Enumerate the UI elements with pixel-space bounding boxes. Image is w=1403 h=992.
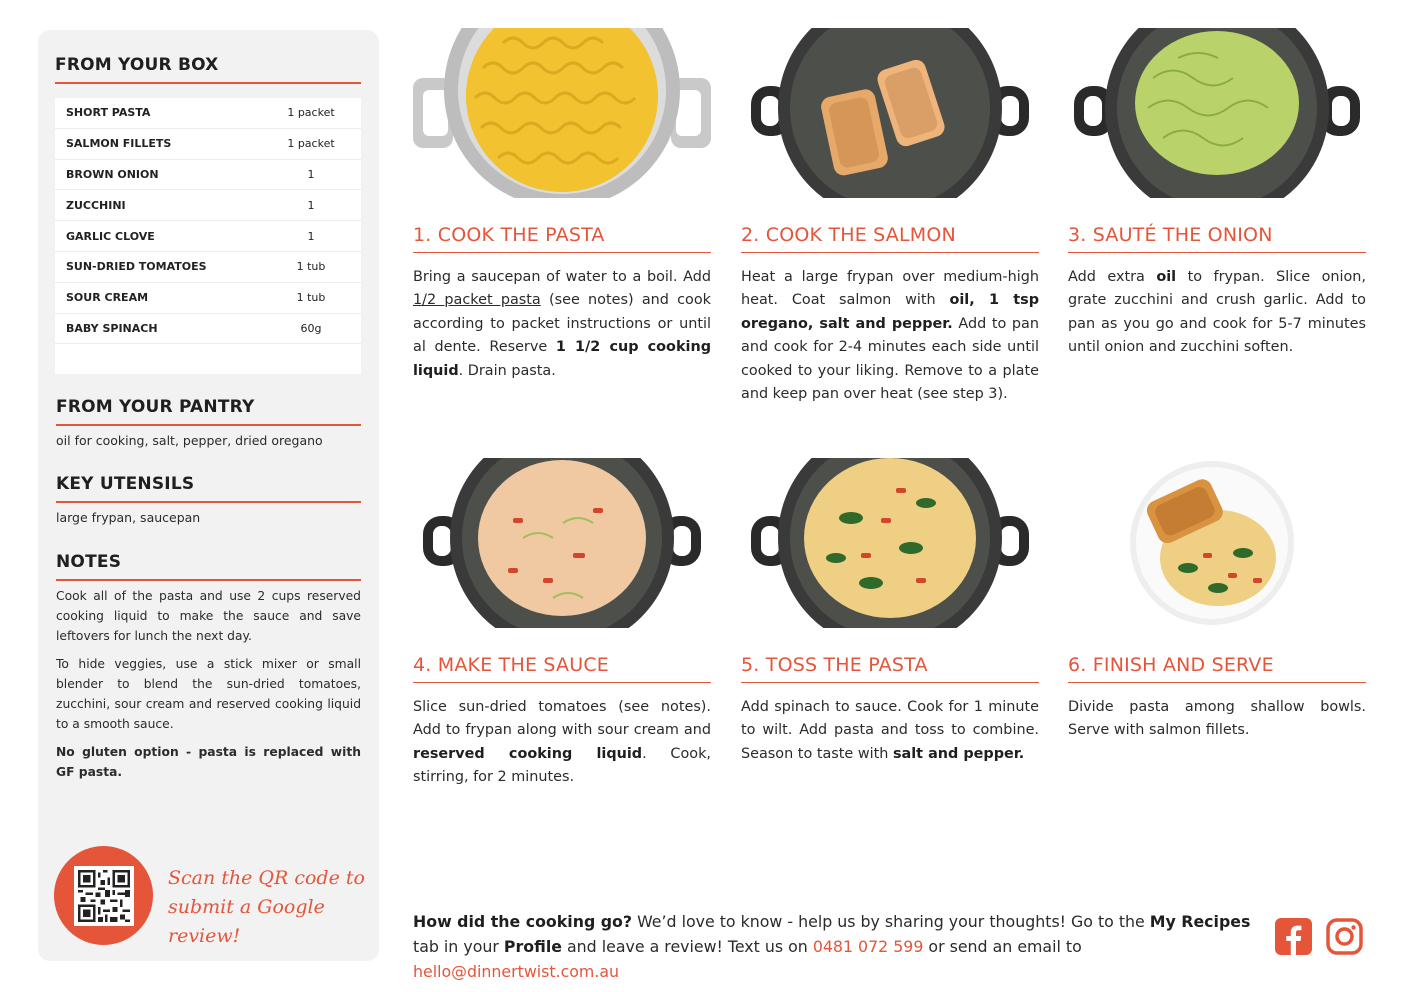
ingredient-name: SALMON FILLETS [66,137,172,151]
ingredient-qty: 60g [300,321,322,335]
notes-list [56,586,361,790]
step-title: 5. TOSS THE PASTA [741,654,1039,683]
step-title: 2. COOK THE SALMON [741,224,1039,253]
facebook-icon[interactable] [1275,918,1312,955]
phone-link[interactable]: 0481 072 599 [812,937,924,956]
utensils-text: large frypan, saucepan [56,510,201,525]
email-link[interactable]: hello@dinnertwist.com.au [413,962,620,981]
qr-code-icon[interactable] [74,866,134,926]
ingredient-qty: 1 tub [296,260,326,274]
notes-heading: NOTES [56,552,361,581]
step-title: 6. FINISH AND SERVE [1068,654,1366,683]
pantry-heading: FROM YOUR PANTRY [56,397,361,426]
table-row [55,129,361,160]
table-row [55,314,361,345]
step-6-photo [1068,458,1366,628]
ingredient-qty: 1 [307,229,315,243]
step-1-photo [413,28,711,198]
ingredients-sidebar [38,30,379,961]
step-5-photo [741,458,1039,628]
step-title: 4. MAKE THE SAUCE [413,654,711,683]
step-body: Slice sun-dried tomatoes (see notes). Add to frypan along with sour cream and reserved cooking liquid. Cook, stirring, for 2 minutes. [413,699,711,786]
table-row [55,283,361,314]
step-2-photo [741,28,1039,198]
table-row [55,252,361,283]
note-item: Cook all of the pasta and use 2 cups reserved cooking liquid to make the sauce and save leftovers for lunch the next day. [56,589,361,643]
instagram-icon[interactable] [1326,918,1363,955]
qr-caption [168,864,368,951]
step-3-photo [1068,28,1366,198]
box-heading: FROM YOUR BOX [55,55,361,84]
step-body: Add extra oil to frypan. Slice onion, grate zucchini and crush garlic. Add to pan as you go and cook for 5-7 minutes until onion and zucchini soften. [1068,269,1366,356]
table-row [55,98,361,129]
ingredient-name: SOUR CREAM [66,291,149,305]
qr-caption-line: Scan the QR code to [168,867,365,889]
note-item: No gluten option - pasta is replaced with GF pasta. [56,745,361,779]
ingredient-name: BROWN ONION [66,167,159,181]
ingredient-name: BABY SPINACH [66,321,158,335]
step-body: Bring a saucepan of water to a boil. Add 1/2 packet pasta (see notes) and cook according to packet instructions or until al dente. Reserve 1 1/2 cup cooking liquid. Drain pasta. [413,269,712,379]
ingredient-name: GARLIC CLOVE [66,229,155,243]
step-title: 3. SAUTÉ THE ONION [1068,224,1366,253]
qr-caption-line: submit a Google review! [168,896,325,947]
ingredient-qty: 1 packet [287,106,335,120]
table-row [55,160,361,191]
ingredient-name: ZUCCHINI [66,198,126,212]
step-body: Heat a large frypan over medium-high heat. Coat salmon with oil, 1 tsp oregano, salt and pepper. Add to pan and cook for 2-4 minutes each side until cooked to your liking. Remove to a plate and keep pan over heat (see step 3). [741,269,1039,403]
ingredient-name: SHORT PASTA [66,106,151,120]
note-item: To hide veggies, use a stick mixer or small blender to blend the sun-dried tomatoes, zucchini, sour cream and reserved cooking liquid to a smooth sauce. [56,657,361,731]
ingredient-qty: 1 packet [287,137,335,151]
step-title: 1. COOK THE PASTA [413,224,711,253]
step-body: Divide pasta among shallow bowls. Serve with salmon fillets. [1068,699,1366,739]
utensils-heading: KEY UTENSILS [56,474,361,503]
ingredient-qty: 1 [307,167,315,181]
table-row [55,221,361,252]
step-body: Add spinach to sauce. Cook for 1 minute to wilt. Add pasta and toss to combine. Season to taste with salt and pepper. [741,699,1039,762]
ingredient-qty: 1 tub [296,291,326,305]
feedback-footer: How did the cooking go? We’d love to know - help us by sharing your thoughts! Go to the My Recipes tab in your Profile and leave a review! Text us on 0481 072 599 or send an email to hello@dinnertwist.com.au [413,912,1251,981]
qr-badge [54,846,153,945]
table-row [55,190,361,221]
box-ingredients-table [55,98,361,374]
pantry-text: oil for cooking, salt, pepper, dried oregano [56,433,323,448]
ingredient-qty: 1 [307,198,315,212]
ingredient-name: SUN-DRIED TOMATOES [66,260,207,274]
step-4-photo [413,458,711,628]
